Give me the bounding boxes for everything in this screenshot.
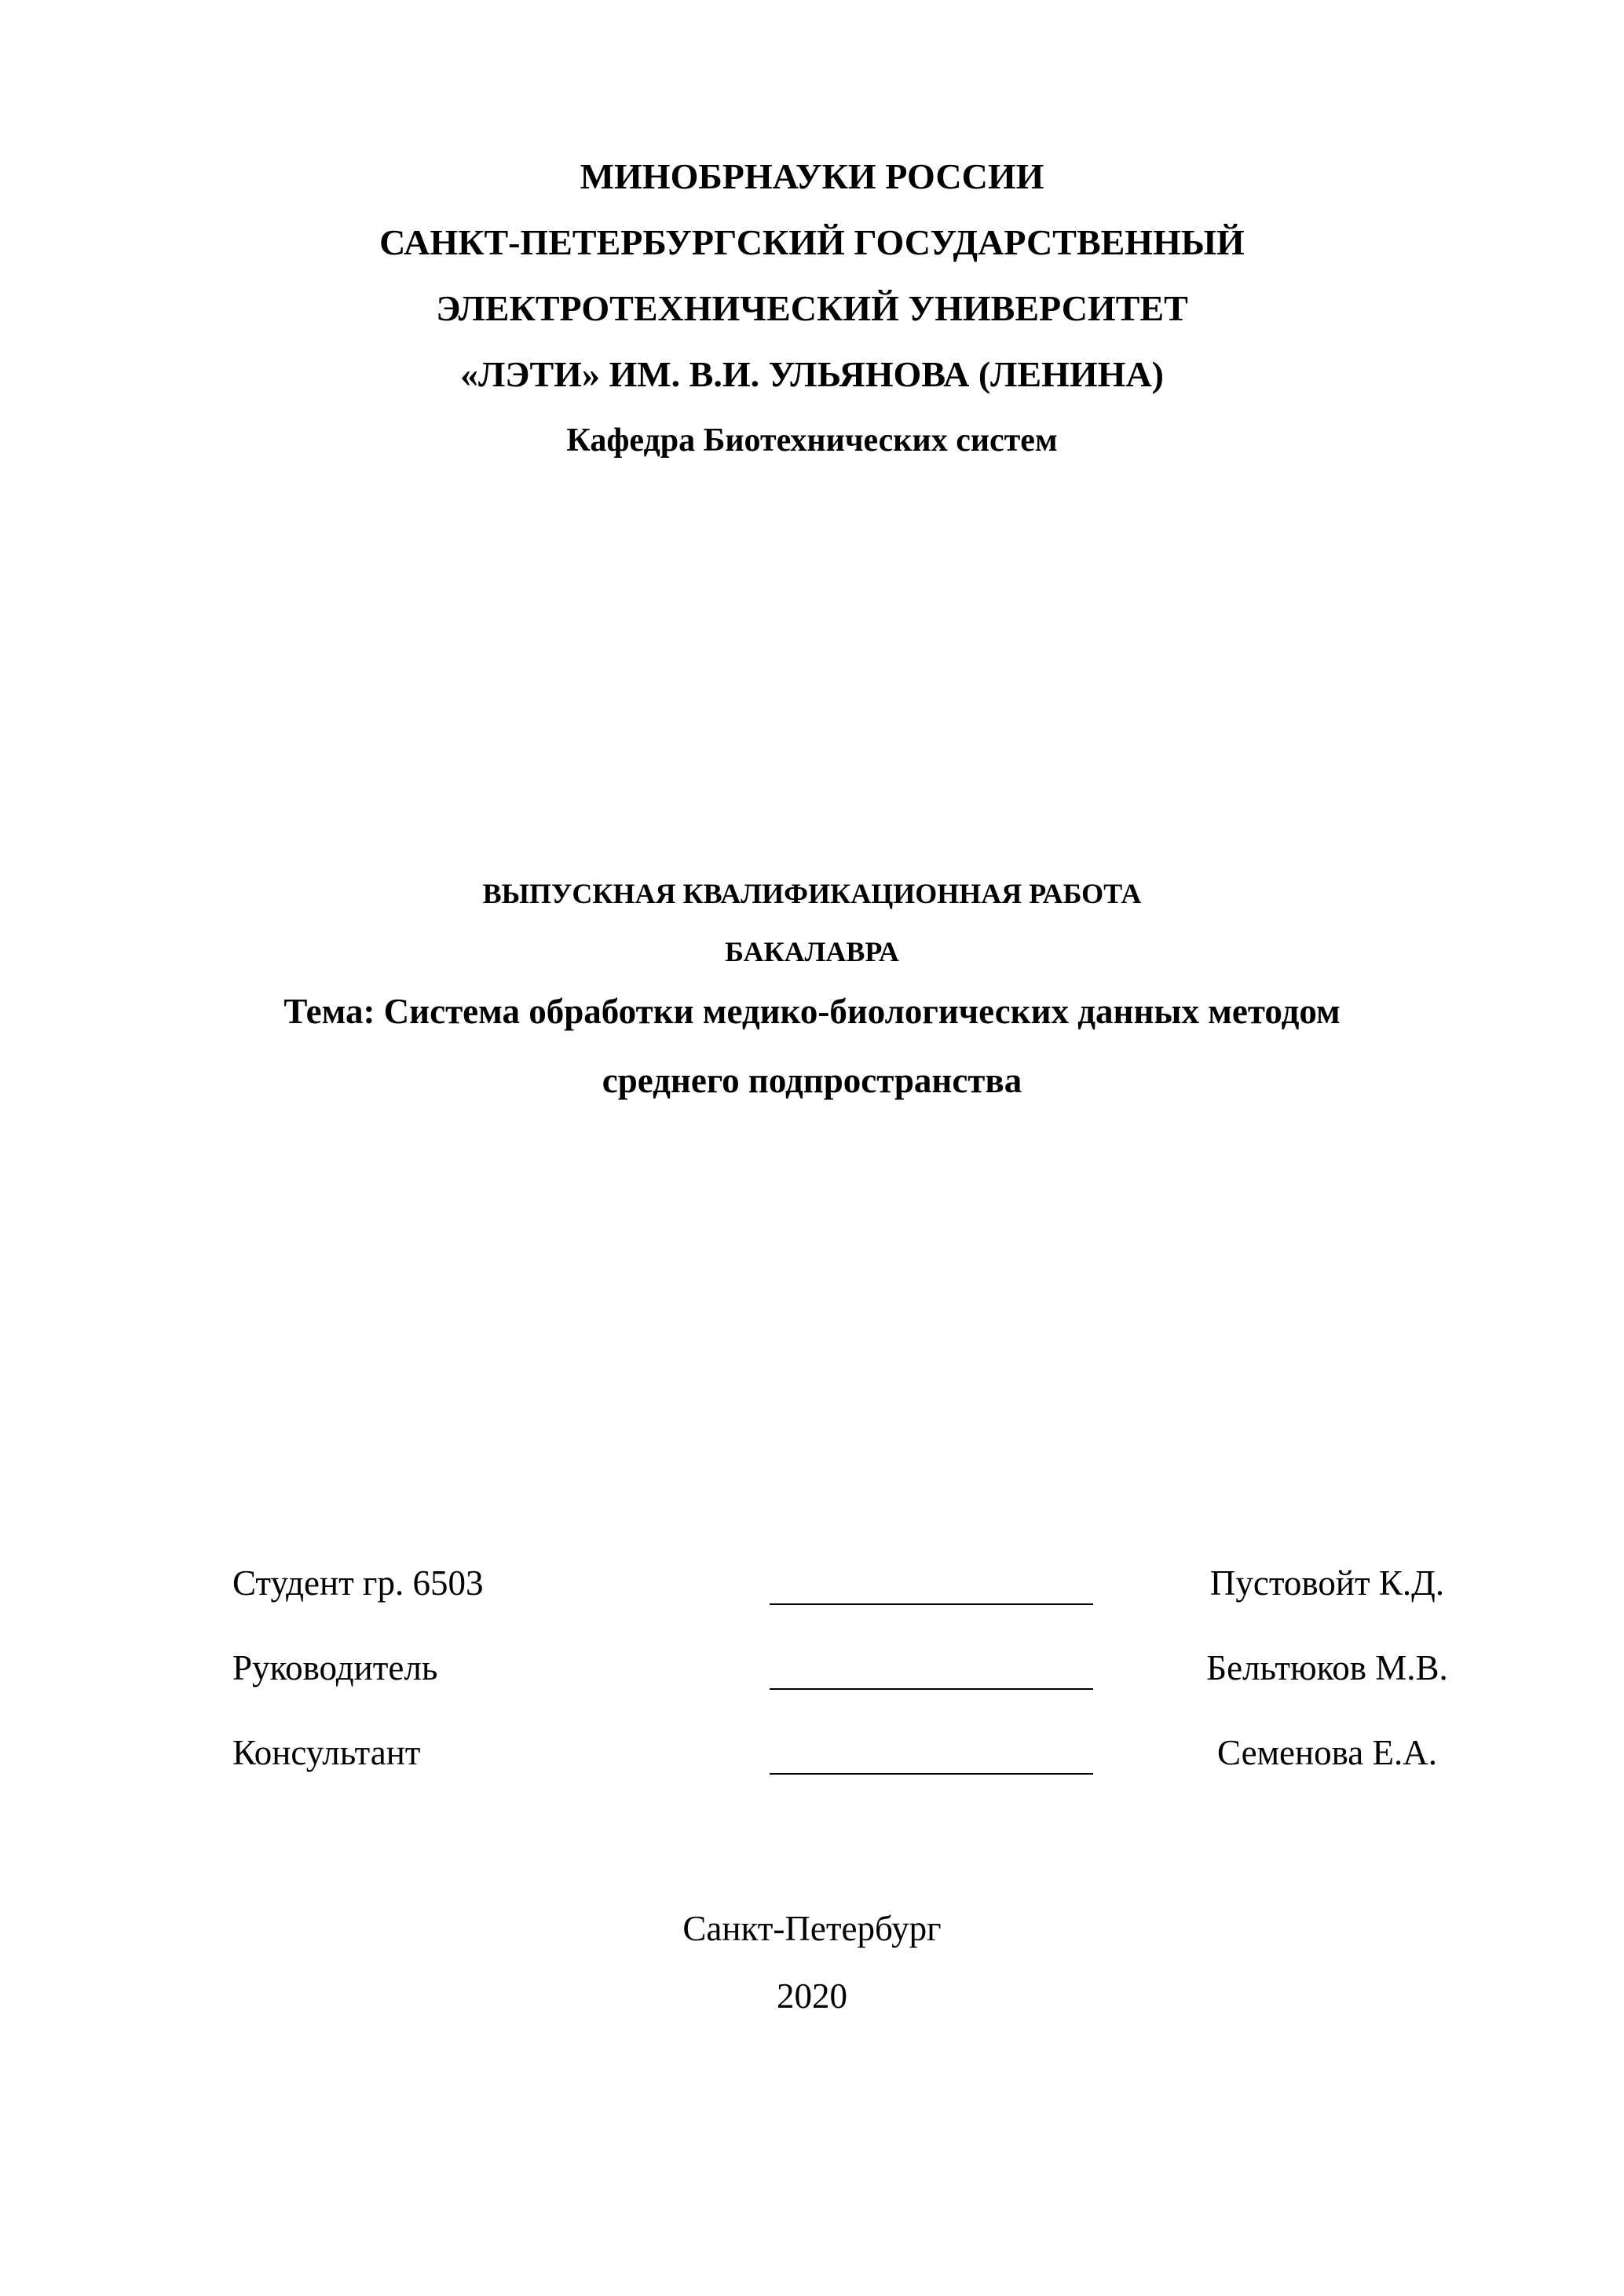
- signature-role: Руководитель: [232, 1648, 438, 1687]
- signature-line: [770, 1688, 1093, 1690]
- signature-name: Бельтюков М.В.: [1206, 1648, 1448, 1687]
- signature-name: Семенова Е.А.: [1217, 1733, 1437, 1772]
- topic-line-2: среднего подпространства: [602, 1061, 1022, 1100]
- signature-row-consultant: [0, 1731, 1624, 1778]
- signature-row-supervisor: [0, 1646, 1624, 1693]
- work-type-line-1: ВЫПУСКНАЯ КВАЛИФИКАЦИОННАЯ РАБОТА: [482, 878, 1142, 909]
- signature-line: [770, 1603, 1093, 1605]
- signature-role: Консультант: [232, 1733, 421, 1772]
- signature-row-student: [0, 1561, 1624, 1608]
- department-name: Кафедра Биотехнических систем: [566, 422, 1058, 459]
- signature-line: [770, 1773, 1093, 1775]
- university-name-line-1: САНКТ-ПЕТЕРБУРГСКИЙ ГОСУДАРСТВЕННЫЙ: [379, 222, 1245, 262]
- university-name-line-2: ЭЛЕКТРОТЕХНИЧЕСКИЙ УНИВЕРСИТЕТ: [436, 288, 1188, 328]
- university-name-line-3: «ЛЭТИ» ИМ. В.И. УЛЬЯНОВА (ЛЕНИНА): [460, 354, 1164, 394]
- topic-line-1: Тема: Система обработки медико-биологических данных методом: [283, 992, 1341, 1031]
- footer-year: 2020: [777, 1976, 847, 2016]
- signature-name: Пустовойт К.Д.: [1209, 1563, 1445, 1603]
- footer-city: Санкт-Петербург: [682, 1909, 942, 1948]
- work-type-line-2: БАКАЛАВРА: [725, 936, 899, 967]
- signature-role: Студент гр. 6503: [232, 1563, 484, 1603]
- ministry-title: МИНОБРНАУКИ РОССИИ: [580, 156, 1044, 196]
